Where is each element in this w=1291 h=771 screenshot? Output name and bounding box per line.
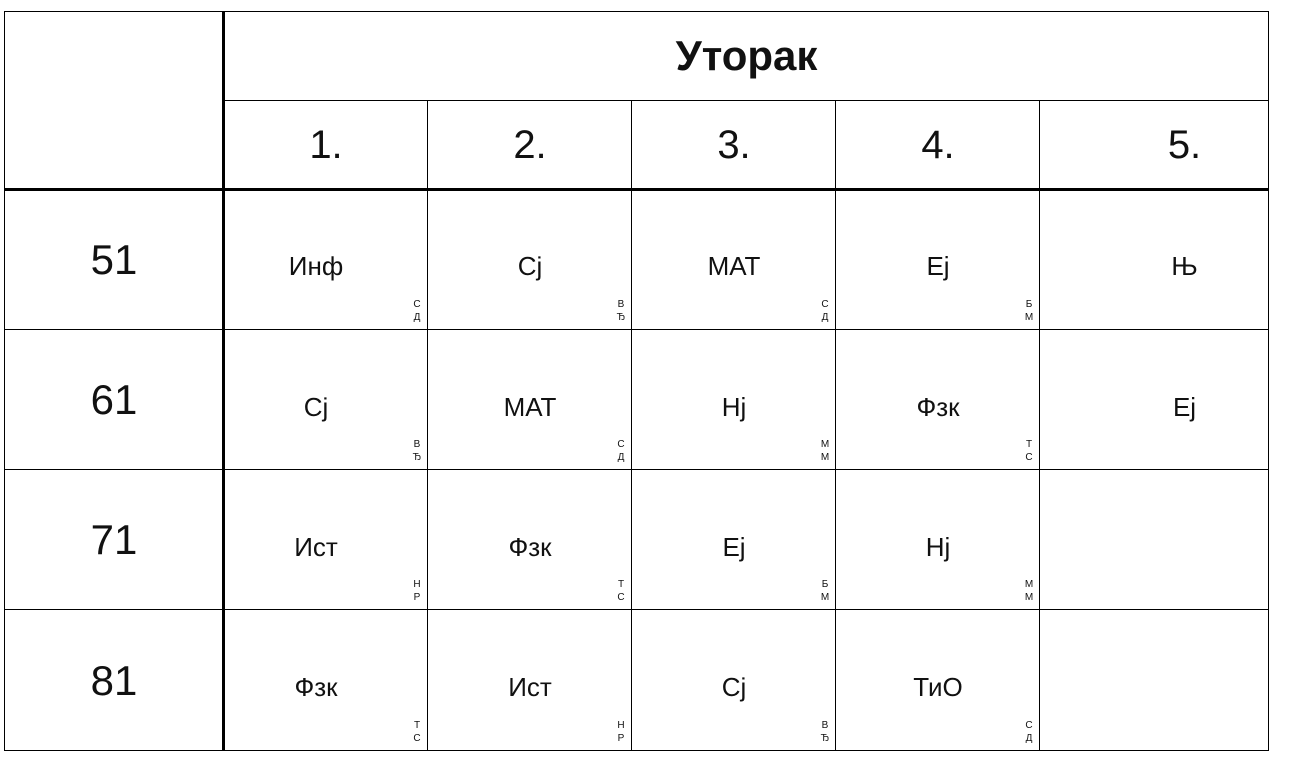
- teacher-initials: Б М: [820, 579, 830, 603]
- row-divider: [4, 469, 1269, 470]
- teacher-initials: Т С: [617, 579, 625, 603]
- subject: Сј: [517, 251, 543, 281]
- lesson-cell: [428, 470, 632, 610]
- lesson-cell: [1040, 330, 1269, 470]
- subject: Hj: [721, 392, 747, 422]
- subject: Ист: [508, 672, 552, 702]
- row-divider: [4, 609, 1269, 610]
- column-divider: [835, 101, 836, 751]
- class-label: 61: [90, 376, 138, 423]
- lesson-cell: [632, 189, 836, 330]
- subject: Hj: [925, 532, 951, 562]
- class-label: 71: [90, 516, 138, 563]
- teacher-initials: С Д: [1025, 720, 1033, 744]
- teacher-initials: С Д: [617, 439, 625, 463]
- lesson-cell: [428, 189, 632, 330]
- subject: Фзк: [508, 532, 552, 562]
- period-header: 3.: [717, 122, 751, 167]
- subject: МАТ: [503, 392, 557, 422]
- day-title: Уторак: [675, 32, 818, 79]
- subject: Сј: [303, 392, 329, 422]
- subject: Фзк: [916, 392, 960, 422]
- period-header: 2.: [513, 122, 547, 167]
- period-header: 4.: [921, 122, 955, 167]
- outer-border-left: [4, 11, 5, 751]
- lesson-cell: [224, 610, 428, 751]
- teacher-initials: Б М: [1024, 299, 1034, 323]
- subject: МАТ: [707, 251, 761, 281]
- class-label: 51: [90, 235, 138, 283]
- subject: Њ: [1171, 251, 1198, 281]
- teacher-initials: М М: [1024, 579, 1034, 603]
- class-label: 81: [90, 656, 138, 704]
- column-divider: [1039, 101, 1040, 751]
- lesson-cell: [224, 189, 428, 330]
- lesson-cell: [224, 470, 428, 610]
- class-column-divider: [222, 11, 225, 751]
- lesson-cell: [428, 330, 632, 470]
- lesson-cell: [1040, 610, 1269, 751]
- timetable: [4, 11, 1269, 751]
- lesson-cell: [1040, 470, 1269, 610]
- lesson-cell: [632, 470, 836, 610]
- subject: Инф: [288, 251, 344, 281]
- teacher-initials: В Ђ: [412, 439, 422, 463]
- teacher-initials: В Ђ: [616, 299, 626, 323]
- teacher-initials: В Ђ: [820, 720, 830, 744]
- teacher-initials: Т С: [413, 720, 421, 744]
- subject: ТиО: [913, 672, 963, 702]
- lesson-cell: [632, 610, 836, 751]
- header-divider: [224, 100, 1269, 101]
- teacher-initials: Н Р: [617, 720, 625, 744]
- teacher-initials: Н Р: [413, 579, 421, 603]
- lesson-cell: [836, 610, 1040, 751]
- row-divider: [4, 329, 1269, 330]
- lesson-cell: [836, 470, 1040, 610]
- teacher-initials: С Д: [413, 299, 421, 323]
- lesson-cell: [428, 610, 632, 751]
- outer-border-top: [4, 11, 1269, 12]
- lesson-cell: [632, 330, 836, 470]
- outer-border-right: [1268, 11, 1269, 751]
- header-bottom-divider: [4, 188, 1269, 191]
- subject: Ej: [1172, 392, 1197, 422]
- teacher-initials: С Д: [821, 299, 829, 323]
- column-divider: [631, 101, 632, 751]
- column-divider: [427, 101, 428, 751]
- subject: Фзк: [294, 672, 338, 702]
- lesson-cell: [836, 330, 1040, 470]
- subject: Ej: [722, 532, 746, 562]
- outer-border-bottom: [4, 750, 1269, 751]
- lesson-cell: [836, 189, 1040, 330]
- subject: Сј: [721, 672, 747, 702]
- lesson-cell: [1040, 189, 1269, 330]
- lesson-cell: [224, 330, 428, 470]
- period-header: 5.: [1167, 122, 1202, 167]
- teacher-initials: Т С: [1025, 439, 1033, 463]
- subject: Ист: [294, 532, 338, 562]
- period-header: 1.: [309, 122, 343, 167]
- subject: Ej: [926, 251, 950, 281]
- teacher-initials: М М: [820, 439, 830, 463]
